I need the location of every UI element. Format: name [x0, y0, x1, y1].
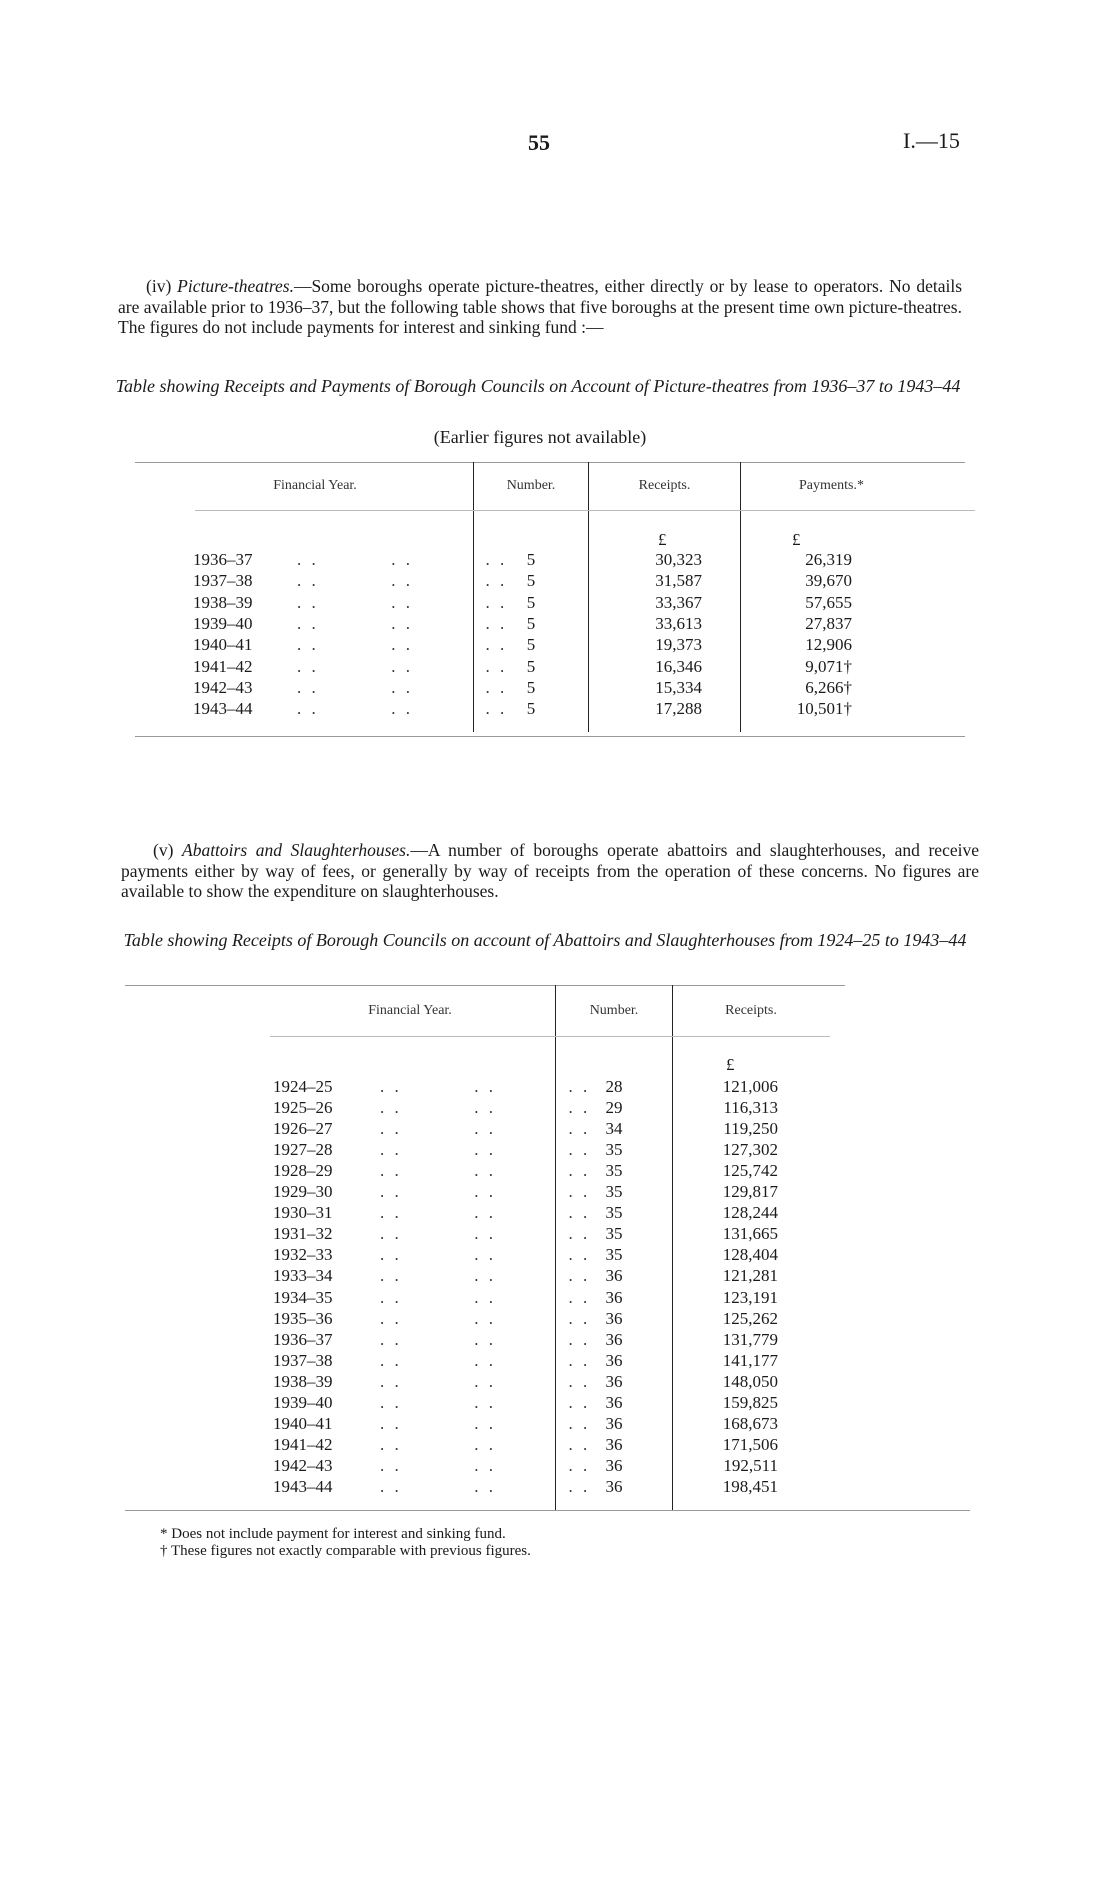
receipts-cell: 125,262: [722, 1308, 778, 1328]
year-cell: 1933–34: [273, 1266, 333, 1286]
section-iv-title: Picture-theatres.: [177, 276, 294, 296]
section-iv-body: —Some boroughs operate picture-theatres, either directly or by lease to operators. No details are available prior to 1936–37, but the following table shows that five boroughs at the present time own picture-theatres. The figures do not include payments for interest and sinking fund :—: [118, 276, 963, 337]
number-cell: 35: [605, 1224, 623, 1244]
number-cell: 36: [605, 1308, 623, 1328]
year-cell: 1940–41: [273, 1413, 333, 1433]
leader-dots: . . . . . .: [297, 656, 508, 676]
payments-cell: 12,906: [805, 635, 852, 655]
number-cell: 36: [605, 1371, 623, 1391]
number-cell: 36: [605, 1287, 623, 1307]
number-cell: 34: [605, 1119, 623, 1139]
number-cell: 36: [605, 1476, 623, 1496]
number-cell: 36: [605, 1350, 623, 1370]
number-cell: 5: [526, 613, 536, 633]
year-cell: 1943–44: [273, 1476, 333, 1496]
leader-dots: . . . . . .: [297, 592, 508, 612]
number-cell: 36: [605, 1413, 623, 1433]
payments-cell: 9,071†: [805, 656, 852, 676]
number-cell: 36: [605, 1329, 623, 1349]
table1-receipts-currency: £: [658, 530, 667, 549]
receipts-cell: 141,177: [722, 1350, 778, 1370]
receipts-cell: 116,313: [723, 1098, 778, 1118]
leader-dots: . . . . . .: [380, 1413, 591, 1433]
table1-payments-currency: £: [792, 530, 801, 549]
table1-caption: Table showing Receipts and Payments of Borough Councils on Account of Picture-theatres from 1936–37 to 1943–44: [115, 376, 961, 396]
receipts-cell: 121,281: [722, 1266, 778, 1286]
leader-dots: . . . . . .: [297, 677, 508, 697]
leader-dots: . . . . . .: [297, 635, 508, 655]
year-cell: 1937–38: [273, 1350, 333, 1370]
year-cell: 1937–38: [193, 571, 253, 591]
payments-cell: 57,655: [805, 592, 852, 612]
number-cell: 36: [605, 1434, 623, 1454]
table2-header-year: Financial Year.: [368, 1003, 452, 1018]
leader-dots: . . . . . .: [380, 1077, 591, 1096]
year-cell: 1935–36: [273, 1308, 333, 1328]
table2-caption: Table showing Receipts of Borough Councils on account of Abattoirs and Slaughterhouses from 1924–25 to 1943–44: [123, 930, 967, 950]
receipts-cell: 148,050: [722, 1371, 778, 1391]
number-cell: 35: [605, 1140, 623, 1160]
leader-dots: . . . . . .: [380, 1476, 591, 1496]
year-cell: 1941–42: [273, 1434, 333, 1454]
year-cell: 1927–28: [273, 1140, 333, 1160]
number-cell: 35: [605, 1203, 623, 1223]
leader-dots: . . . . . .: [380, 1140, 591, 1160]
leader-dots: . . . . . .: [380, 1098, 591, 1118]
leader-dots: . . . . . .: [380, 1182, 591, 1202]
table2-header-receipts: Receipts.: [725, 1003, 777, 1018]
year-cell: 1941–42: [193, 656, 253, 676]
receipts-cell: 168,673: [722, 1413, 778, 1433]
section-v-title: Abattoirs and Slaughterhouses.: [182, 840, 411, 860]
number-cell: 36: [605, 1455, 623, 1475]
section-v-body: —A number of boroughs operate abattoirs and slaughterhouses, and receive payments either by way of fees, or generally by way of receipts from the operation of these concerns. No figures are available to show the expenditure on slaughterhouses.: [121, 840, 979, 901]
receipts-cell: 33,613: [655, 613, 702, 633]
leader-dots: . . . . . .: [380, 1287, 591, 1307]
page-reference: I.—15: [903, 128, 960, 153]
year-cell: 1939–40: [273, 1392, 333, 1412]
footnote-dagger: † These figures not exactly comparable with previous figures.: [160, 1543, 531, 1559]
footnote-asterisk: * Does not include payment for interest and sinking fund.: [160, 1526, 506, 1542]
number-cell: 5: [526, 699, 536, 719]
payments-cell: 6,266†: [805, 677, 852, 697]
leader-dots: . . . . . .: [380, 1455, 591, 1475]
year-cell: 1929–30: [273, 1182, 333, 1202]
year-cell: 1926–27: [273, 1119, 333, 1139]
number-cell: 29: [605, 1098, 623, 1118]
year-cell: 1938–39: [273, 1371, 333, 1391]
year-cell: 1939–40: [193, 613, 253, 633]
number-cell: 35: [605, 1245, 623, 1265]
year-cell: 1930–31: [273, 1203, 333, 1223]
receipts-cell: 159,825: [722, 1392, 778, 1412]
receipts-cell: 128,404: [722, 1245, 778, 1265]
receipts-cell: 33,367: [655, 592, 702, 612]
year-cell: 1924–25: [273, 1077, 333, 1096]
receipts-cell: 121,006: [722, 1077, 778, 1096]
year-cell: 1940–41: [193, 635, 253, 655]
leader-dots: . . . . . .: [297, 699, 508, 719]
year-cell: 1938–39: [193, 592, 253, 612]
year-cell: 1934–35: [273, 1287, 333, 1307]
leader-dots: . . . . . .: [380, 1350, 591, 1370]
number-cell: 5: [526, 550, 536, 569]
receipts-cell: 192,511: [723, 1455, 778, 1475]
leader-dots: . . . . . .: [380, 1203, 591, 1223]
year-cell: 1932–33: [273, 1245, 333, 1265]
receipts-cell: 123,191: [722, 1287, 778, 1307]
year-cell: 1925–26: [273, 1098, 333, 1118]
receipts-cell: 15,334: [655, 677, 702, 697]
year-cell: 1928–29: [273, 1161, 333, 1181]
number-cell: 5: [526, 635, 536, 655]
section-iv-label: (iv): [146, 276, 172, 296]
number-cell: 5: [526, 592, 536, 612]
table2-receipts-currency: £: [726, 1055, 735, 1074]
leader-dots: . . . . . .: [380, 1161, 591, 1181]
receipts-cell: 125,742: [722, 1161, 778, 1181]
year-cell: 1931–32: [273, 1224, 333, 1244]
leader-dots: . . . . . .: [380, 1329, 591, 1349]
table2-header-number: Number.: [589, 1003, 639, 1018]
section-v-paragraph: [121, 840, 979, 902]
table1-subcaption: (Earlier figures not available): [433, 427, 647, 447]
section-v-label: (v): [153, 840, 174, 860]
number-cell: 5: [526, 656, 536, 676]
receipts-cell: 119,250: [723, 1119, 778, 1139]
receipts-cell: 129,817: [722, 1182, 778, 1202]
table1-header-payments: Payments.*: [799, 478, 864, 493]
leader-dots: . . . . . .: [297, 550, 508, 569]
receipts-cell: 127,302: [722, 1140, 778, 1160]
year-cell: 1942–43: [273, 1455, 333, 1475]
year-cell: 1943–44: [193, 699, 253, 719]
receipts-cell: 17,288: [655, 699, 702, 719]
number-cell: 5: [526, 677, 536, 697]
payments-cell: 39,670: [805, 571, 852, 591]
receipts-cell: 171,506: [722, 1434, 778, 1454]
leader-dots: . . . . . .: [380, 1434, 591, 1454]
number-cell: 36: [605, 1392, 623, 1412]
receipts-cell: 131,665: [722, 1224, 778, 1244]
receipts-cell: 19,373: [655, 635, 702, 655]
receipts-cell: 31,587: [655, 571, 702, 591]
receipts-cell: 131,779: [722, 1329, 778, 1349]
number-cell: 5: [526, 571, 536, 591]
leader-dots: . . . . . .: [380, 1266, 591, 1286]
year-cell: 1936–37: [273, 1329, 333, 1349]
leader-dots: . . . . . .: [380, 1371, 591, 1391]
table1-header-number: Number.: [506, 478, 556, 493]
receipts-cell: 16,346: [655, 656, 702, 676]
number-cell: 28: [605, 1077, 623, 1096]
year-cell: 1936–37: [193, 550, 253, 569]
table1-header-year: Financial Year.: [273, 478, 357, 493]
number-cell: 35: [605, 1161, 623, 1181]
page-number: 55: [528, 130, 550, 155]
leader-dots: . . . . . .: [380, 1119, 591, 1139]
table1-header-receipts: Receipts.: [638, 478, 691, 493]
year-cell: 1942–43: [193, 677, 253, 697]
receipts-cell: 198,451: [722, 1476, 778, 1496]
receipts-cell: 128,244: [722, 1203, 778, 1223]
leader-dots: . . . . . .: [380, 1308, 591, 1328]
payments-cell: 10,501†: [796, 699, 852, 719]
leader-dots: . . . . . .: [297, 571, 508, 591]
receipts-cell: 30,323: [655, 550, 702, 569]
leader-dots: . . . . . .: [380, 1245, 591, 1265]
section-iv-paragraph: [118, 276, 962, 338]
payments-cell: 27,837: [805, 613, 852, 633]
leader-dots: . . . . . .: [297, 613, 508, 633]
leader-dots: . . . . . .: [380, 1224, 591, 1244]
payments-cell: 26,319: [805, 550, 852, 569]
number-cell: 36: [605, 1266, 623, 1286]
leader-dots: . . . . . .: [380, 1392, 591, 1412]
number-cell: 35: [605, 1182, 623, 1202]
